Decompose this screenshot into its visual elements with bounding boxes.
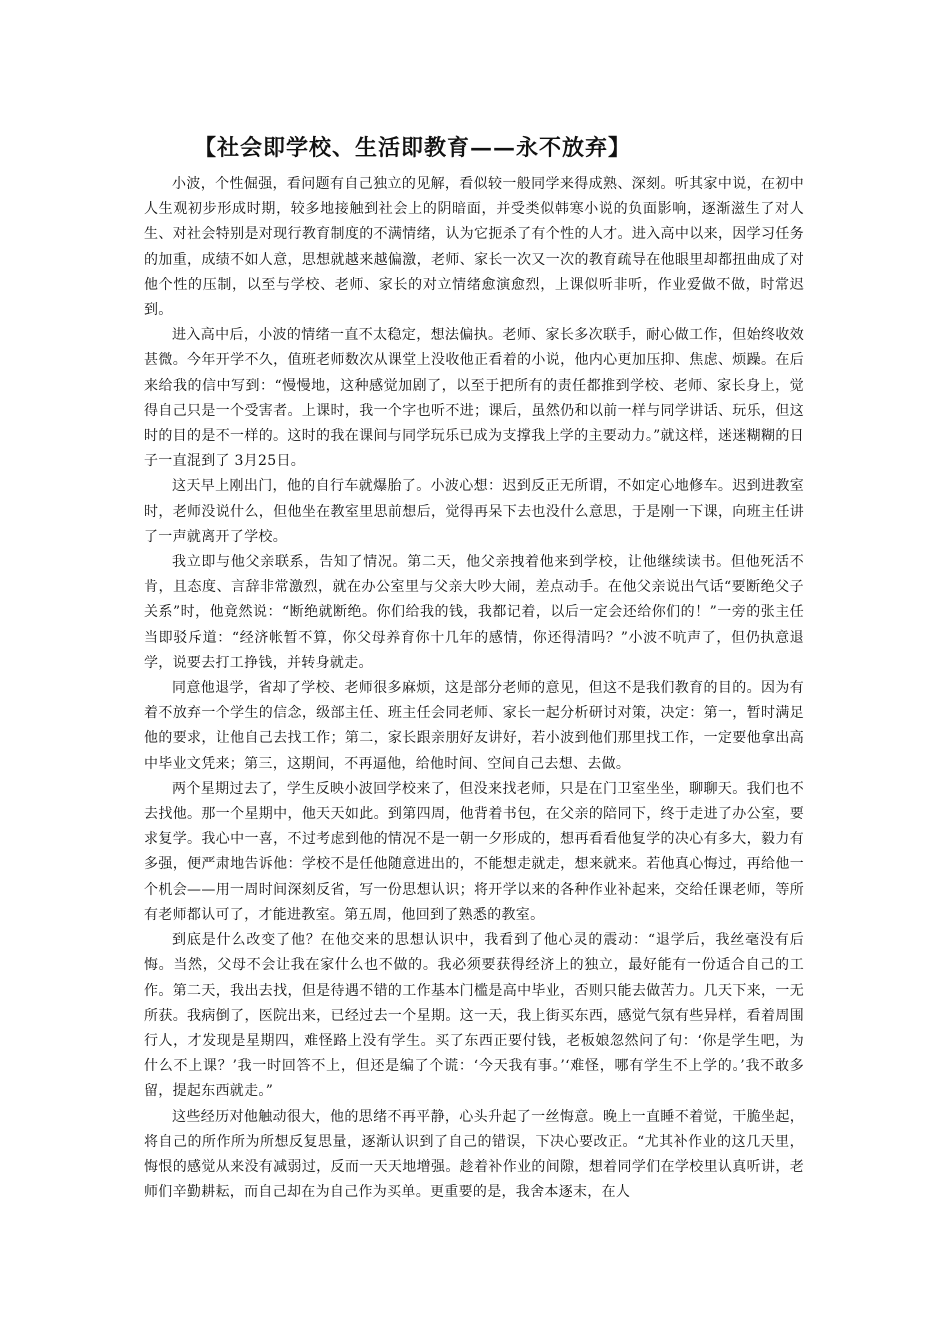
document-page: [144, 132, 804, 1205]
paragraph-5: 同意他退学，省却了学校、老师很多麻烦，这是部分老师的意见，但这不是我们教育的目的。因为有着不放弃一个学生的信念，级部主任、班主任会同老师、家长一起分析研讨对策，决定：第一，暂时满足他的要求，让他自己去找工作；第二，家长跟亲朋好友讲好，若小波到他们那里找工作，一定要他拿出高中毕业文凭来；第三，这期间，不再逼他，给他时间、空间自己去想、去做。: [144, 680, 804, 772]
paragraph-2: 进入高中后，小波的情绪一直不太稳定，想法偏执。老师、家长多次联手，耐心做工作，但始终收效甚微。今年开学不久，值班老师数次从课堂上没收他正看着的小说，他内心更加压抑、焦虑、烦躁。在后来给我的信中写到：“慢慢地，这种感觉加剧了，以至于把所有的责任都推到学校、老师、家长身上，觉得自己只是一个受害者。上课时，我一个字也听不进；课后，虽然仍和以前一样与同学讲话、玩乐，但这时的目的是不一样的。这时的我在课间与同学玩乐已成为支撑我上学的主要动力。”就这样，迷迷糊糊的日子一直混到了 3月25日。: [144, 327, 804, 470]
paragraph-7: 到底是什么改变了他？在他交来的思想认识中，我看到了他心灵的震动：“退学后，我丝毫没有后悔。当然，父母不会让我在家什么也不做的。我必须要获得经济上的独立，最好能有一份适合自己的工作。第二天，我出去找，但是待遇不错的工作基本门槛是高中毕业，否则只能去做苦力。几天下来，一无所获。我病倒了，医院出来，已经过去一个星期。这一天，我上街买东西，感觉气氛有些异样，看着周围行人，才发现是星期四，难怪路上没有学生。买了东西正要付钱，老板娘忽然问了句：‘你是学生吧，为什么不上课？’我一时回答不上，但还是编了个谎：‘今天我有事。’‘难怪，哪有学生不上学的。’我不敢多留，提起东西就走。”: [144, 932, 804, 1100]
paragraph-6: 两个星期过去了，学生反映小波回学校来了，但没来找老师，只是在门卫室坐坐，聊聊天。我们也不去找他。那一个星期中，他天天如此。到第四周，他背着书包，在父亲的陪同下，终于走进了办公室，要求复学。我心中一喜，不过考虑到他的情况不是一朝一夕形成的，想再看看他复学的决心有多大，毅力有多强，便严肃地告诉他：学校不是任他随意进出的，不能想走就走，想来就来。若他真心悔过，再给他一个机会——用一周时间深刻反省，写一份思想认识；将开学以来的各种作业补起来，交给任课老师，等所有老师都认可了，才能进教室。第五周，他回到了熟悉的教室。: [144, 780, 804, 923]
paragraph-1: 小波，个性倔强，看问题有自己独立的见解，看似较一般同学来得成熟、深刻。听其家中说，在初中人生观初步形成时期，较多地接触到社会上的阴暗面，并受类似韩寒小说的负面影响，逐渐滋生了对人生、对社会特别是对现行教育制度的不满情绪，认为它扼杀了有个性的人才。进入高中以来，因学习任务的加重，成绩不如人意，思想就越来越偏激，老师、家长一次又一次的教育疏导在他眼里却都扭曲成了对他个性的压制，以至与学校、老师、家长的对立情绪愈演愈烈，上课似听非听，作业爱做不做，时常迟到。: [144, 176, 804, 319]
paragraph-4: 我立即与他父亲联系，告知了情况。第二天，他父亲拽着他来到学校，让他继续读书。但他死活不肯，且态度、言辞非常激烈，就在办公室里与父亲大吵大闹，差点动手。在他父亲说出气话“要断绝父子关系”时，他竟然说：“断绝就断绝。你们给我的钱，我都记着，以后一定会还给你们的！”一旁的张主任当即驳斥道：“经济帐暂不算，你父母养育你十几年的感情，你还得清吗？”小波不吭声了，但仍执意退学，说要去打工挣钱，并转身就走。: [144, 554, 804, 671]
paragraph-3: 这天早上刚出门，他的自行车就爆胎了。小波心想：迟到反正无所谓，不如定心地修车。迟到进教室时，老师没说什么，但他坐在教室里思前想后，觉得再呆下去也没什么意思，于是刚一下课，向班主任讲了一声就离开了学校。: [144, 478, 804, 545]
document-title: 【社会即学校、生活即教育——永不放弃】: [194, 135, 632, 161]
paragraph-8: 这些经历对他触动很大，他的思绪不再平静，心头升起了一丝悔意。晚上一直睡不着觉，干脆坐起，将自己的所作所为所想反复思量，逐渐认识到了自己的错误，下决心要改正。“尤其补作业的这几天里，悔恨的感觉从来没有减弱过，反而一天天地增强。趁着补作业的间隙，想着同学们在学校里认真听讲，老师们辛勤耕耘，而自己却在为自己作为买单。更重要的是，我舍本逐末，在人: [144, 1108, 804, 1201]
